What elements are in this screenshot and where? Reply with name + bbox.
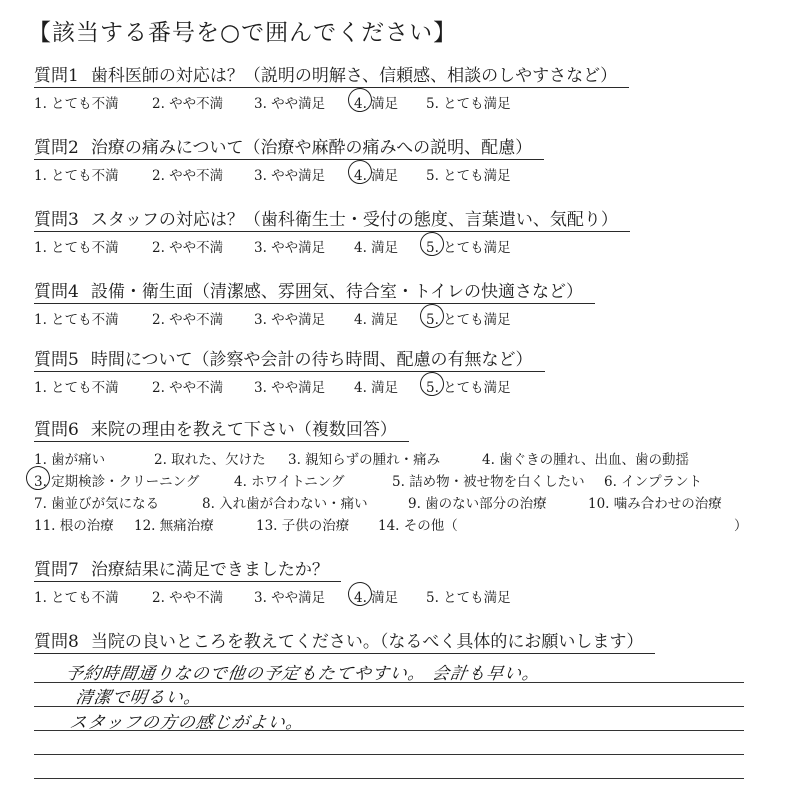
option-1[interactable]: 1. とても不満 xyxy=(34,312,119,328)
question-text: 治療結果に満足できましたか？ xyxy=(90,560,329,580)
question-number: 質問1 xyxy=(34,66,79,86)
question-text: 当院の良いところを教えてください。（なるべく具体的にお願いします） xyxy=(90,632,644,652)
handwritten-answer-line-3: スタッフの方の感じがよい。 xyxy=(68,713,306,733)
answer-line xyxy=(34,754,744,755)
reason-11[interactable]: 11. 根の治療 xyxy=(34,518,114,534)
option-4-selected[interactable]: 4. 満足 xyxy=(354,586,398,606)
option-4[interactable]: 4. 満足 xyxy=(354,240,399,256)
option-4[interactable]: 4. 満足 xyxy=(354,312,399,328)
handwritten-answer-line-1: 予約時間通りなので他の予定もたてやすい。 会計も早い。 xyxy=(64,664,542,684)
question-4-title xyxy=(34,282,595,304)
reason-2[interactable]: 2. 取れた、欠けた xyxy=(154,452,266,468)
option-4-selected[interactable]: 4. 満足 xyxy=(354,164,398,184)
option-2[interactable]: 2. やや不満 xyxy=(152,240,224,256)
option-2[interactable]: 2. やや不満 xyxy=(152,590,224,606)
rating-options xyxy=(34,236,794,258)
question-7 xyxy=(34,560,794,608)
question-8-title xyxy=(34,632,655,654)
reason-whitening[interactable]: 4. ホワイトニング xyxy=(234,474,345,490)
option-5[interactable]: 5. とても満足 xyxy=(426,96,511,112)
question-1 xyxy=(34,66,794,114)
other-close-paren: ） xyxy=(734,518,748,534)
question-text: スタッフの対応は？（歯科衛生士・受付の態度、言葉遣い、気配り） xyxy=(90,210,618,230)
option-3[interactable]: 3. やや満足 xyxy=(254,312,326,328)
option-5-selected[interactable]: 5. とても満足 xyxy=(426,376,511,396)
rating-options xyxy=(34,586,794,608)
option-1[interactable]: 1. とても不満 xyxy=(34,380,119,396)
reason-3[interactable]: 3. 親知らずの腫れ・痛み xyxy=(288,452,441,468)
question-text: 歯科医師の対応は？（説明の明解さ、信頼感、相談のしやすさなど） xyxy=(90,66,618,86)
reason-12[interactable]: 12. 無痛治療 xyxy=(134,518,214,534)
option-2[interactable]: 2. やや不満 xyxy=(152,312,224,328)
rating-options xyxy=(34,164,794,186)
option-5[interactable]: 5. とても満足 xyxy=(426,168,511,184)
question-2 xyxy=(34,138,794,186)
option-5-selected[interactable]: 5. とても満足 xyxy=(426,236,511,256)
handwritten-answer-line-2: 清潔で明るい。 xyxy=(74,688,204,708)
option-2[interactable]: 2. やや不満 xyxy=(152,380,224,396)
reason-regular-checkup-selected[interactable]: 3. 定期検診・クリーニング xyxy=(34,470,199,490)
reason-7[interactable]: 7. 歯並びが気になる xyxy=(34,496,160,512)
reason-14-other[interactable]: 14. その他（ xyxy=(378,518,458,534)
option-4[interactable]: 4. 満足 xyxy=(354,380,399,396)
option-3[interactable]: 3. やや満足 xyxy=(254,590,326,606)
rating-options xyxy=(34,308,794,330)
option-1[interactable]: 1. とても不満 xyxy=(34,240,119,256)
question-number: 質問2 xyxy=(34,138,79,158)
option-5[interactable]: 5. とても満足 xyxy=(426,590,511,606)
question-7-title xyxy=(34,560,341,582)
reason-options xyxy=(34,448,794,536)
question-8 xyxy=(34,632,794,654)
question-number: 質問3 xyxy=(34,210,79,230)
question-3 xyxy=(34,210,794,258)
reason-implant[interactable]: 6. インプラント xyxy=(604,474,703,490)
option-1[interactable]: 1. とても不満 xyxy=(34,168,119,184)
option-1[interactable]: 1. とても不満 xyxy=(34,590,119,606)
reason-10[interactable]: 10. 噛み合わせの治療 xyxy=(588,496,722,512)
question-3-title xyxy=(34,210,630,232)
reason-8[interactable]: 8. 入れ歯が合わない・痛い xyxy=(202,496,368,512)
question-text: 来院の理由を教えて下さい（複数回答） xyxy=(90,420,397,440)
option-4-selected[interactable]: 4. 満足 xyxy=(354,92,398,112)
option-3[interactable]: 3. やや満足 xyxy=(254,96,326,112)
question-4 xyxy=(34,282,794,330)
question-number: 質問4 xyxy=(34,282,79,302)
question-text: 治療の痛みについて（治療や麻酔の痛みへの説明、配慮） xyxy=(90,138,533,158)
option-1[interactable]: 1. とても不満 xyxy=(34,96,119,112)
question-2-title xyxy=(34,138,544,160)
option-5-selected[interactable]: 5. とても満足 xyxy=(426,308,511,328)
question-number: 質問5 xyxy=(34,350,79,370)
question-text: 設備・衛生面（清潔感、雰囲気、待合室・トイレの快適さなど） xyxy=(90,282,583,302)
question-6-title xyxy=(34,420,409,442)
reason-4[interactable]: 4. 歯ぐきの腫れ、出血、歯の動揺 xyxy=(482,452,689,468)
instruction-header: 【該当する番号を○で囲んでください】 xyxy=(28,20,458,46)
reason-1[interactable]: 1. 歯が痛い xyxy=(34,452,106,468)
question-number: 質問7 xyxy=(34,560,79,580)
rating-options xyxy=(34,92,794,114)
option-2[interactable]: 2. やや不満 xyxy=(152,96,224,112)
answer-line xyxy=(34,778,744,779)
reason-9[interactable]: 9. 歯のない部分の治療 xyxy=(408,496,547,512)
question-5 xyxy=(34,350,794,398)
question-5-title xyxy=(34,350,545,372)
reason-white-fillings[interactable]: 5. 詰め物・被せ物を白くしたい xyxy=(392,474,585,490)
option-3[interactable]: 3. やや満足 xyxy=(254,240,326,256)
option-3[interactable]: 3. やや満足 xyxy=(254,380,326,396)
question-number: 質問6 xyxy=(34,420,79,440)
option-2[interactable]: 2. やや不満 xyxy=(152,168,224,184)
question-1-title xyxy=(34,66,629,88)
reason-13[interactable]: 13. 子供の治療 xyxy=(256,518,350,534)
question-text: 時間について（診察や会計の待ち時間、配慮の有無など） xyxy=(90,350,533,370)
question-6 xyxy=(34,420,794,536)
rating-options xyxy=(34,376,794,398)
question-number: 質問8 xyxy=(34,632,79,652)
option-3[interactable]: 3. やや満足 xyxy=(254,168,326,184)
